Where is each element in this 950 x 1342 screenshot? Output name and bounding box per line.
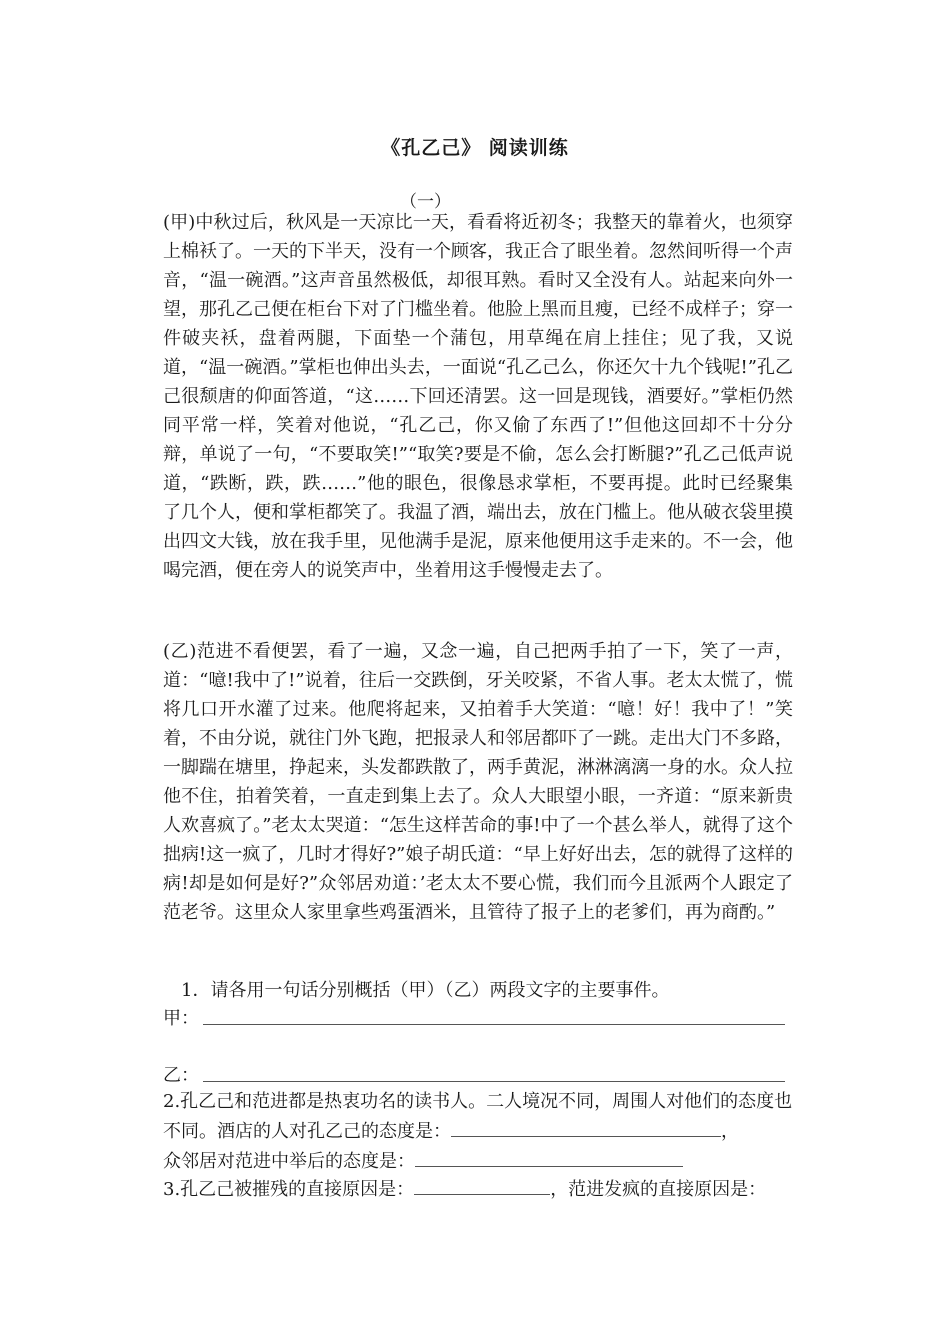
question-1: 1．请各用一句话分别概括（甲）（乙）两段文字的主要事件。 (181, 980, 670, 1001)
answer-label-yi: 乙： (163, 1065, 199, 1086)
question-2 (163, 1087, 793, 1176)
passage-yi: (乙)范进不看便罢，看了一遍，又念一遍，自己把两手拍了一下，笑了一声，道：“噫!我中了!”说着，往后一交跌倒，牙关咬紧，不省人事。老太太慌了，慌将几口开水灌了过来。他爬将起来，又拍着手大笑道：“噫！好！我中了！”笑着，不由分说，就往门外飞跑，把报录人和邻居都吓了一跳。走出大门不多路，一脚踹在塘里，挣起来，头发都跌散了，两手黄泥，淋淋漓漓一身的水。众人拉他不住，拍着笑着，一直走到集上去了。众人大眼望小眼，一齐道：“原来新贵人欢喜疯了。”老太太哭道：“怎生这样苦命的事!中了一个甚么举人，就得了这个拙病!这一疯了，几时才得好?”娘子胡氏道：“早上好好出去，怎的就得了这样的病!却是如何是好?”众邻居劝道：’老太太不要心慌，我们而今且派两个人跟定了范老爷。这里众人家里拿些鸡蛋酒米，且管待了报子上的老爹们，再为商酌。” (163, 641, 793, 923)
passage-jia: (甲)中秋过后，秋风是一天凉比一天，看看将近初冬；我整天的靠着火，也须穿上棉袄了。一天的下半天，没有一个顾客，我正合了眼坐着。忽然间听得一个声音，“温一碗酒。”这声音虽然极低，却很耳熟。看时又全没有人。站起来向外一望，那孔乙己便在柜台下对了门槛坐着。他脸上黑而且瘦，已经不成样子；穿一件破夹袄，盘着两腿，下面垫一个蒲包，用草绳在肩上挂住；见了我，又说道，“温一碗酒。”掌柜也伸出头去，一面说“孔乙己么，你还欠十九个钱呢!”孔乙己很颓唐的仰面答道，“这……下回还清罢。这一回是现钱，酒要好。”掌柜仍然同平常一样，笑着对他说，“孔乙己，你又偷了东西了!”但他这回却不十分分辩，单说了一句，“不要取笑!”“取笑?要是不偷，怎么会打断腿?”孔乙己低声说道，“跌断，跌，跌……”他的眼色，很像恳求掌柜，不要再提。此时已经聚集了几个人，便和掌柜都笑了。我温了酒，端出去，放在门槛上。他从破衣袋里摸出四文大钱，放在我手里，见他满手是泥，原来他便用这手走来的。不一会，他喝完酒，便在旁人的说笑声中，坐着用这手慢慢走去了。 (163, 212, 793, 581)
question-2-comma: ， (721, 1121, 739, 1142)
question-2-text-2: 众邻居对范进中举后的态度是： (163, 1151, 415, 1172)
answer-blank-yi[interactable] (203, 1081, 785, 1082)
question-3 (163, 1174, 793, 1204)
answer-blank-q2-b[interactable] (415, 1146, 683, 1167)
section-number: （一） (400, 192, 451, 212)
answer-blank-q2-a[interactable] (451, 1116, 721, 1137)
question-3-text-2: ，范进发疯的直接原因是： (550, 1179, 767, 1200)
answer-blank-jia[interactable] (203, 1024, 785, 1025)
answer-row-jia (163, 1004, 199, 1033)
answer-blank-q3-a[interactable] (414, 1174, 550, 1195)
answer-label-jia: 甲： (163, 1008, 199, 1029)
answer-row-yi (163, 1061, 199, 1090)
question-2-text: 2.孔乙己和范进都是热衷功名的读书人。二人境况不同，周围人对他们的态度也不同。酒店的人对孔乙己的态度是： (163, 1091, 793, 1142)
question-3-text: 3.孔乙己被摧残的直接原因是： (163, 1179, 415, 1200)
document-title: 《孔乙己》 阅读训练 (381, 137, 569, 159)
